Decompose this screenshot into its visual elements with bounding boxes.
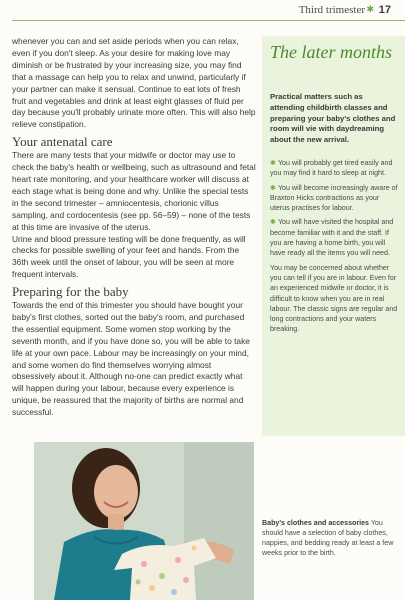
star-bullet-icon: ✱: [270, 218, 276, 227]
sidebar-closing: You may be concerned about whether you can tell if you are in labour. Even for an experienced midwife or doctor, it is difficult to know when you are in real labour. The classic signs are regular and long contractions and your waters breaking.: [270, 263, 398, 334]
list-item-text: You will have visited the hospital and become familiar with it and the staff. If you are having a home birth, you will have ready all the items you will need.: [270, 218, 394, 258]
list-item: [270, 183, 400, 214]
sidebar-box: [262, 36, 405, 436]
list-item: [270, 158, 400, 179]
sidebar-list: [270, 158, 400, 335]
antenatal-care-paragraph-1: There are many tests that your midwife or doctor may use to check the baby's health or wellbeing, such as ultrasound and fetal heart rate monitoring, and your healthcare worker will discuss at each stage what is being done and why. Unlike the special tests in the second trimester – amniocentesis, chorionic villus sampling, and cordocentesis (see pp. 56–59) – none of the tests at this time are invasive of the uterus.: [12, 150, 256, 232]
star-icon: ✱: [366, 4, 374, 14]
photo-illustration: [34, 442, 254, 600]
mother-with-baby-clothes-photo: [34, 442, 254, 600]
antenatal-care-paragraph-2: Urine and blood pressure testing will be done frequently, as will checks for possible swelling of your feet and hands. From the 36th week until the onset of labour, you will be seen at more frequent intervals.: [12, 233, 246, 280]
list-item: [270, 217, 400, 258]
preparing-heading: Preparing for the baby: [12, 284, 129, 300]
antenatal-care-heading: Your antenatal care: [12, 134, 113, 150]
page-number: 17: [378, 4, 391, 16]
photo-caption: [262, 518, 397, 558]
intro-paragraph: whenever you can and set aside periods when you can relax, even if you don't sleep. As your desire for making love may diminish or be frustrated by your increasing size, you may find that a massage can help you to relax and unwind, particularly if your partner can make it sensual. Continue to eat lots of fresh fruit and vegetables and drink at least eight glasses of fluid per day because you'll probably urinate more often. This will also help relieve constipation.: [12, 36, 256, 130]
page-header: [0, 0, 405, 22]
star-bullet-icon: ✱: [270, 159, 276, 167]
caption-text: You should have a selection of baby clothes, nappies, and bedding ready at least a few weeks prior to the birth.: [262, 519, 394, 557]
list-item-text: You will become increasingly aware of Braxton Hicks contractions as your uterus practises for labour.: [270, 183, 398, 213]
main-column: [12, 36, 256, 419]
star-bullet-icon: ✱: [270, 183, 276, 192]
list-item-text: You will probably get tired easily and you may find it hard to sleep at night.: [270, 159, 393, 178]
sidebar-title: The later months: [270, 42, 393, 62]
preparing-paragraph: Towards the end of this trimester you should have bought your baby's first clothes, sorted out the baby's room, and purchased the essential equipment. Some women stop working by the seventh month, and if you have done so, you will be able to take life at your own pace. Labour may be increasingly on your mind, and some women do find themselves worrying almost obsessively about it. Although no-one can predict exactly what will happen during your labour, because every experience is unique, be reassured that the majority of births are normal and successful.: [12, 300, 250, 418]
section-title: Third trimester: [298, 4, 365, 16]
caption-title: Baby's clothes and accessories: [262, 519, 369, 527]
sidebar-intro: Practical matters such as attending childbirth classes and preparing your baby's clothes and room will vie with daydreaming about the new arrival.: [270, 92, 396, 145]
header-divider: [12, 20, 405, 21]
